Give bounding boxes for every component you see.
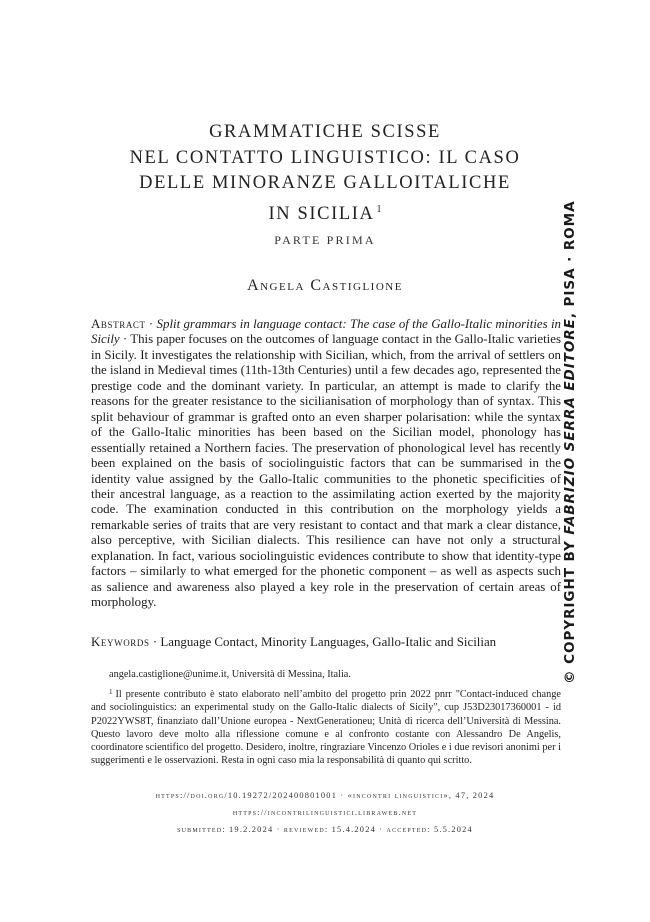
notes (91, 668, 561, 767)
abstract-label: Abstract (91, 317, 146, 331)
copyright-sidebar (557, 200, 583, 684)
footnote-1 (91, 686, 561, 767)
title-line-4 (0, 197, 650, 228)
keywords-label: Keywords (91, 635, 150, 649)
footer-dates-line: submitted: 19.2.2024 · reviewed: 15.4.2024 · accepted: 5.5.2024 (177, 825, 473, 834)
abstract-text: · This paper focuses on the outcomes of language contact in the Gallo-Italic varieties in Sicily. It investigates the relationship with Sicilian, which, from the arrival of settlers on the island in Medieval times (11th-13th Centuries) until a few decades ago, represented the prestige code and the dominant variety. In particular, an attempt is made to clarify the reasons for the greater resistance to the sicilianisation of morphology than of syntax. This split behaviour of grammar is grafted onto an even sharper polarisation: while the syntax of the Gallo-Italic minorities has been based on the Sicilian model, phonology has essentially retained a Northern facies. The preservation of phonological level has recently been explained on the basis of sociolinguistic factors that can be summarised in the identity value assigned by the Gallo-Italic communities to the phonetic specificities of their ancestral language, as a reaction to the assimilating action exerted by the majority code. The examination conducted in this contribution on the morphology yields a remarkable series of traits that are very resistant to contact and that mark a clear distance, also perceptive, with Sicilian dialects. This resilience can have not only a structural explanation. In fact, various sociolinguistic evidences contribute to show that identity-type factors – similarly to what emerged for the phonetic component – as well as aspects such as salience and awareness also played a key role in the preservation of certain areas of morphology. (91, 332, 561, 610)
title-line-1: GRAMMATICHE SCISSE (209, 122, 441, 142)
copyright-publisher: FABRIZIO SERRA EDITORE (562, 318, 578, 535)
abstract-english-title: Split grammars in language contact: The case of the Gallo-Italic minorities in Sicily (91, 317, 561, 347)
footer-url-line[interactable]: https://incontrilinguistici.libraweb.net (232, 808, 418, 817)
title-line-4-text: IN SICILIA (268, 203, 375, 224)
footnote-1-text: Il presente contributo è stato elaborato nell’ambito del progetto prin 2022 pnrr "Contact-induced change and sociolinguistics: an experimental study on the Gallo-Italic dialects of Sicily", cup J53D23017360001 - id P2022YWS8T, finanziato dall’Unione europea - NextGenerationeu; Unità di ricerca dell’Università di Messina. Questo lavoro deve molto alla riflessione comune e al confronto costante con Alessandro De Angelis, coordinatore scientifico del progetto. Desidero, inoltre, ringraziare Vincenzo Orioles e i due revisori anonimi per i suggerimenti e le osservazioni. Resta in ogni caso mia la responsabilità di quanto qui scritto. (91, 689, 561, 767)
part-label: PARTE PRIMA (274, 233, 376, 247)
keywords-separator: · (149, 635, 161, 649)
title-line-2: NEL CONTATTO LINGUISTICO: IL CASO (129, 147, 521, 168)
keywords-text: Language Contact, Minority Languages, Gallo-Italic and Sicilian (160, 635, 497, 649)
footnote-1-mark: 1 (109, 688, 113, 697)
abstract-separator: · (145, 317, 157, 331)
title-footnote-marker[interactable]: 1 (376, 203, 382, 215)
footer-doi-line[interactable]: https://doi.org/10.19272/202400801001 · «incontri linguistici», 47, 2024 (155, 791, 495, 800)
author-affiliation-note[interactable]: angela.castiglione@unime.it, Università di Messina, Italia. (109, 669, 351, 680)
copyright-suffix: , PISA · ROMA (562, 200, 578, 319)
copyright-prefix: © COPYRIGHT BY (562, 534, 578, 684)
keywords (91, 634, 561, 650)
article-title (0, 120, 650, 227)
title-line-3: DELLE MINORANZE GALLOITALICHE (139, 173, 511, 193)
abstract (91, 317, 561, 611)
author-name: Angela Castiglione (247, 277, 403, 294)
